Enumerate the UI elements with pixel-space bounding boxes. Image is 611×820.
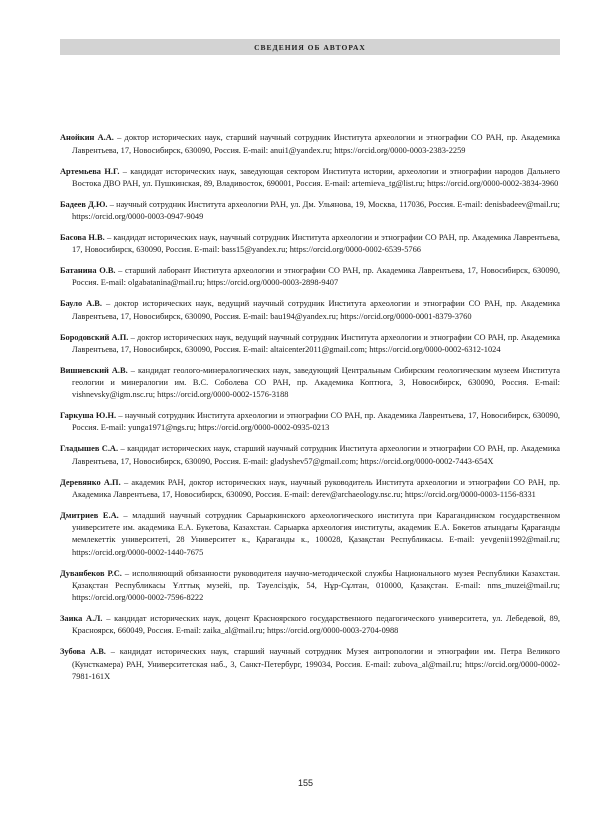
author-name: Гаркуша Ю.Н. xyxy=(60,411,117,421)
author-name: Заика А.Л. xyxy=(60,614,103,624)
author-name: Артемьева Н.Г. xyxy=(60,166,120,176)
author-entry xyxy=(60,568,560,605)
author-entry xyxy=(60,510,560,559)
author-details: – доктор исторических наук, ведущий научный сотрудник Института археологии и этнографии СО РАН, пр. Академика Лаврентьева, 17, Новосибирск, 630090, Россия. E-mail: bau194@yandex.ru; https://orcid.org/0000-0001-8379-3760 xyxy=(72,299,560,321)
author-name: Анойкин А.А. xyxy=(60,133,114,143)
author-entry xyxy=(60,410,560,435)
author-name: Зубова А.В. xyxy=(60,647,106,657)
author-details: – кандидат исторических наук, старший научный сотрудник Музея антропологии и этнографии им. Петра Великого (Кунсткамера) РАН, Университетская наб., 3, Санкт-Петербург, 199034, Россия. E-mail: zubova_al@mail.ru; https://orcid.org/0000-0002-7981-161X xyxy=(72,647,560,681)
author-entry xyxy=(60,443,560,468)
author-entry xyxy=(60,365,560,402)
author-details: – кандидат исторических наук, заведующая сектором Института истории, археологии и этнографии народов Дальнего Востока ДВО РАН, ул. Пушкинская, 89, Владивосток, 690001, Россия. E-mail: artemieva_tg@list.ru; https://orcid.org/0000-0002-3834-3960 xyxy=(72,166,560,188)
author-details: – доктор исторических наук, ведущий научный сотрудник Института археологии и этнографии СО РАН, пр. Академика Лаврентьева, 17, Новосибирск, 630090, Россия. E-mail: altaicenter2011@gmail.com; https://orcid.org/0000-0002-6312-1024 xyxy=(72,332,560,354)
author-details: – научный сотрудник Института археологии РАН, ул. Дм. Ульянова, 19, Москва, 117036, Россия. E-mail: denisbadeev@mail.ru; https://orcid.org/0000-0003-0947-9049 xyxy=(72,199,560,222)
author-name: Бауло А.В. xyxy=(60,299,102,309)
section-title: СВЕДЕНИЯ ОБ АВТОРАХ xyxy=(254,42,366,52)
author-name: Вишневский А.В. xyxy=(60,365,128,375)
author-entry xyxy=(60,199,560,224)
author-entry xyxy=(60,646,560,683)
page-number: 155 xyxy=(297,778,314,788)
author-name: Дмитриев Е.А. xyxy=(60,510,119,520)
author-details: – кандидат исторических наук, научный сотрудник Института археологии и этнографии СО РАН, пр. Академика Лаврентьева, 17, Новосибирск, 630090, Россия. E-mail: bass15@yandex.ru; https://orcid.org/0000-0002-6539-5766 xyxy=(72,232,560,255)
author-list xyxy=(60,124,560,692)
author-name: Деревянко А.П. xyxy=(60,477,121,487)
author-name: Бородовский А.П. xyxy=(60,332,129,342)
author-details: – кандидат исторических наук, старший научный сотрудник Института археологии и этнографии СО РАН, пр. Академика Лаврентьева, 17, Новосибирск, 630090, Россия. E-mail: gladyshev57@gmail.com; https://orcid.org/0000-0002-7443-654X xyxy=(72,444,560,466)
author-details: – исполняющий обязанности руководителя научно-методической службы Национального музея Республики Казахстан. Қазақстан Республикасы Ұлттық музейі, пр. Тәуелсіздік, 54, Нұр-Сұлтан, 010000, Қазақстан. E-mail: nms_muzei@mail.ru; https://orcid.org/0000-0002-7596-8222 xyxy=(72,568,560,603)
author-name: Дуванбеков Р.С. xyxy=(60,568,122,578)
author-name: Батанина О.В. xyxy=(60,266,116,276)
author-name: Гладышев С.А. xyxy=(60,444,119,454)
author-entry xyxy=(60,232,560,257)
author-details: – младший научный сотрудник Сарыаркинского археологического института при Карагандинском государственном университете им. академика Е.А. Букетова, Казахстан. Сарыарка археология институты, академик Е.А. Бөкетов атындағы Қарағанды мемлекеттік университеті, 28 Университет к., Қарағанды к., 100028, Қазақстан Республикасы. E-mail: yevgenii1992@mail.ru; https://orcid.org/0000-0002-1440-7675 xyxy=(72,510,560,557)
author-name: Басова Н.В. xyxy=(60,232,105,242)
author-details: – кандидат исторических наук, доцент Красноярского государственного педагогического университета, ул. Лебедевой, 89, Красноярск, 660049, Россия. E-mail: zaika_al@mail.ru; https://orcid.org/0000-0003-2704-0988 xyxy=(72,614,560,636)
author-details: – академик РАН, доктор исторических наук, научный руководитель Института археологии и этнографии СО РАН, пр. Академика Лаврентьева, 17, Новосибирск, 630090, Россия. E-mail: derev@archaeology.nsc.ru; https://orcid.org/0000-0003-1156-8331 xyxy=(72,477,560,499)
author-entry xyxy=(60,298,560,323)
author-details: – научный сотрудник Института археологии и этнографии СО РАН, пр. Академика Лаврентьева, 17, Новосибирск, 630090, Россия. E-mail: yunga1971@ngs.ru; https://orcid.org/0000-0002-0935-0213 xyxy=(72,411,560,433)
running-header xyxy=(60,39,560,55)
author-entry xyxy=(60,613,560,638)
author-details: – старший лаборант Института археологии и этнографии СО РАН, пр. Академика Лаврентьева, 17, Новосибирск, 630090, Россия. E-mail: olgabatanina@mail.ru; https://orcid.org/0000-0003-2898-9407 xyxy=(72,266,560,288)
author-name: Бадеев Д.Ю. xyxy=(60,199,108,209)
author-entry xyxy=(60,265,560,290)
author-details: – кандидат геолого-минералогических наук, заведующий Центральным Сибирским геологическим музеем Института геологии и минералогии им. В.С. Соболева СО РАН, пр. Академика Коптюга, 3, Новосибирск, 630090, Россия. E-mail: vishnevsky@igm.nsc.ru; https://orcid.org/0000-0002-1576-3188 xyxy=(72,365,560,400)
author-entry xyxy=(60,132,560,157)
author-details: – доктор исторических наук, старший научный сотрудник Института археологии и этнографии СО РАН, пр. Академика Лаврентьева, 17, Новосибирск, 630090, Россия. E-mail: anui1@yandex.ru; https://orcid.org/0000-0003-2383-2259 xyxy=(72,133,560,155)
author-entry xyxy=(60,477,560,502)
author-entry xyxy=(60,332,560,357)
author-entry xyxy=(60,166,560,191)
